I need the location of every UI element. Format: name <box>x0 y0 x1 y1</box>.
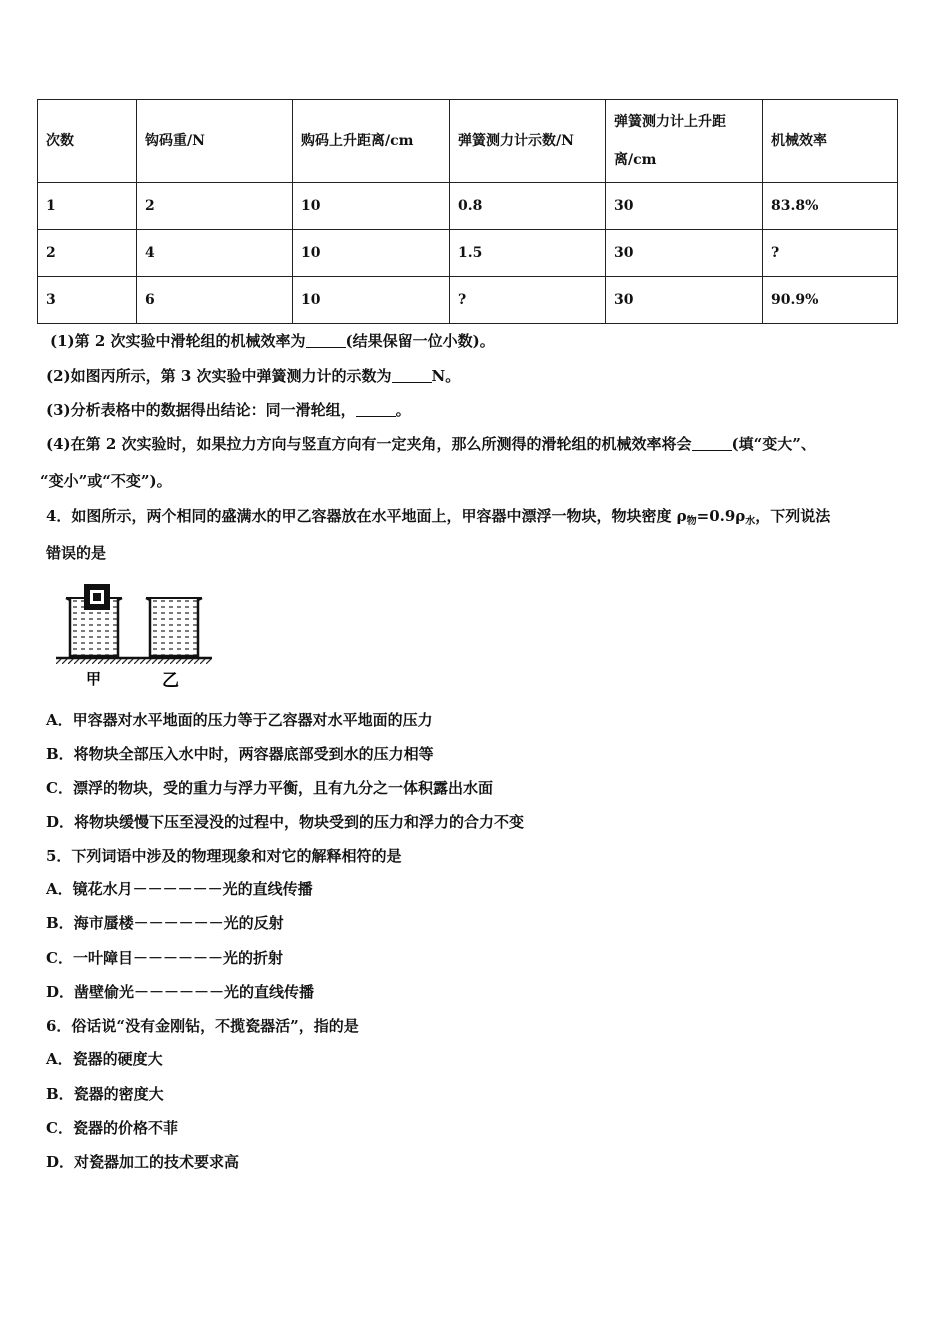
q5-stem: 5．下列词语中涉及的物理现象和对它的解释相符的是 <box>46 847 402 865</box>
q6-option-b[interactable]: B．瓷器的密度大 <box>46 1085 164 1103</box>
answer-blank[interactable] <box>356 402 396 417</box>
table-cell: 2 <box>137 183 293 230</box>
table-cell: ? <box>450 277 606 324</box>
table-cell: 30 <box>606 183 763 230</box>
q5-option-c[interactable]: C．一叶障目－－－－－－光的折射 <box>46 949 283 967</box>
q4-option-a[interactable]: A．甲容器对水平地面的压力等于乙容器对水平地面的压力 <box>46 711 433 729</box>
table-cell: 83.8% <box>763 183 898 230</box>
container-yi <box>146 598 202 656</box>
q3-subquestion-4: (4)在第 2 次实验时，如果拉力方向与竖直方向有一定夹角，那么所测得的滑轮组的机械效率将会 (填“变大”、 <box>46 435 816 453</box>
table-row <box>38 230 898 277</box>
table-cell: 10 <box>293 183 450 230</box>
table-row <box>38 183 898 230</box>
table-cell: 1 <box>38 183 137 230</box>
q6-option-d[interactable]: D．对瓷器加工的技术要求高 <box>46 1153 240 1171</box>
q6-stem: 6．俗话说“没有金刚钻，不揽瓷器活”，指的是 <box>46 1017 359 1035</box>
q4-option-b[interactable]: B．将物块全部压入水中时，两容器底部受到水的压力相等 <box>46 745 434 763</box>
table-cell: 3 <box>38 277 137 324</box>
table-cell: 4 <box>137 230 293 277</box>
answer-blank[interactable] <box>392 368 432 383</box>
table-header-cell: 机械效率 <box>763 100 898 183</box>
table-cell: 0.8 <box>450 183 606 230</box>
label-yi: 乙 <box>162 671 179 691</box>
q4-stem: 4．如图所示，两个相同的盛满水的甲乙容器放在水平地面上，甲容器中漂浮一物块，物块密度 $\rho_物=0.9\rho_水$，下列说法 <box>46 507 831 527</box>
table-cell: 30 <box>606 230 763 277</box>
table-cell: 10 <box>293 277 450 324</box>
table-header-cell: 钩码重/N <box>137 100 293 183</box>
q3-subquestion-4-cont: “变小”或“不变”)。 <box>40 472 172 490</box>
table-cell: 6 <box>137 277 293 324</box>
table-cell: 30 <box>606 277 763 324</box>
table-header-cell: 购码上升距离/cm <box>293 100 450 183</box>
ground <box>56 658 212 664</box>
answer-blank[interactable] <box>306 333 346 348</box>
q4-stem-cont: 错误的是 <box>46 544 107 562</box>
table-row <box>38 277 898 324</box>
q6-option-c[interactable]: C．瓷器的价格不菲 <box>46 1119 178 1137</box>
q5-option-a[interactable]: A．镜花水月－－－－－－光的直线传播 <box>46 880 313 898</box>
floating-block <box>84 584 110 610</box>
table-cell: 10 <box>293 230 450 277</box>
q3-subquestion-1: (1)第 2 次实验中滑轮组的机械效率为 (结果保留一位小数)。 <box>50 332 495 350</box>
q5-option-b[interactable]: B．海市蜃楼－－－－－－光的反射 <box>46 914 284 932</box>
q4-option-d[interactable]: D．将物块缓慢下压至浸没的过程中，物块受到的压力和浮力的合力不变 <box>46 813 525 831</box>
label-jia: 甲 <box>86 670 102 688</box>
q6-option-a[interactable]: A．瓷器的硬度大 <box>46 1050 163 1068</box>
q4-option-c[interactable]: C．漂浮的物块，受的重力与浮力平衡，且有九分之一体积露出水面 <box>46 779 493 797</box>
table-header-cell: 弹簧测力计上升距离/cm <box>606 100 763 183</box>
table-cell: 90.9% <box>763 277 898 324</box>
table-cell: 1.5 <box>450 230 606 277</box>
q3-subquestion-2: (2)如图丙所示，第 3 次实验中弹簧测力计的示数为 N。 <box>46 367 461 385</box>
q5-option-d[interactable]: D．凿壁偷光－－－－－－光的直线传播 <box>46 983 315 1001</box>
q3-subquestion-3: (3)分析表格中的数据得出结论：同一滑轮组， 。 <box>46 401 411 419</box>
table-header-cell: 弹簧测力计示数/N <box>450 100 606 183</box>
table-header-row <box>38 100 898 183</box>
answer-blank[interactable] <box>692 436 732 451</box>
table-cell: 2 <box>38 230 137 277</box>
table-cell: ? <box>763 230 898 277</box>
table-header-cell: 次数 <box>38 100 137 183</box>
experiment-table <box>37 99 898 324</box>
containers-figure <box>56 580 216 692</box>
